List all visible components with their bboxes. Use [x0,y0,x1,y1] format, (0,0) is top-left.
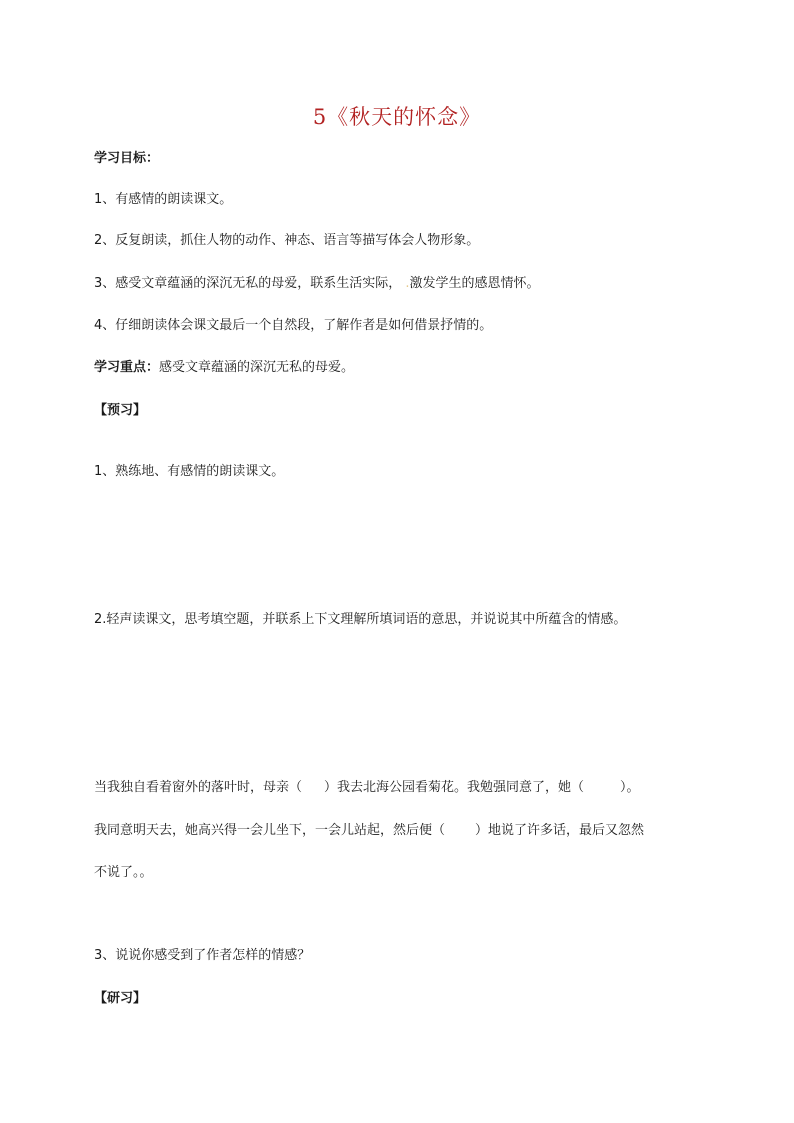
page-title: 5《秋天的怀念》 [312,105,482,129]
key-point-label: 学习重点： [94,360,160,375]
objective-item-3-part-1: 3、感受文章蕴涵的深沉无私的母爱，联系生活实际， [94,276,402,291]
study-heading: 【研习】 [94,991,147,1006]
key-point [94,360,354,376]
stray-mark: . [401,276,410,291]
fill-line-1-text-c: ）。 [620,780,640,795]
preview-question-2: 2.轻声读课文，思考填空题，并联系上下文理解所填词语的意思，并说说其中所蕴含的情感。 [94,612,627,627]
preview-heading: 【预习】 [94,403,147,418]
preview-question-3: 3、说说你感受到了作者怎样的情感？ [94,948,311,963]
fill-blank-line-1 [94,780,640,796]
fill-line-2-text-b: ）地说了许多话，最后又忽然 [475,823,645,838]
preview-question-1: 1、熟练地、有感情的朗读课文。 [94,464,285,479]
objective-item-3-part-2: 激发学生的感恩情怀。 [409,276,540,291]
fill-line-2-text-a: 我同意明天去，她高兴得一会儿坐下，一会儿站起，然后便（ [94,823,446,838]
objective-item-4: 4、仔细朗读体会课文最后一个自然段，了解作者是如何借景抒情的。 [94,318,493,333]
fill-blank-line-2 [94,823,644,839]
fill-line-1-text-a: 当我独自看着窗外的落叶时，母亲（ [94,780,303,795]
objectives-heading: 学习目标： [94,151,160,166]
objective-item-2: 2、反复朗读，抓住人物的动作、神态、语言等描写体会人物形象。 [94,233,480,248]
objective-item-3 [94,276,540,292]
fill-blank-line-3: 不说了。。 [94,865,153,880]
key-point-text: 感受文章蕴涵的深沉无私的母爱。 [159,360,355,375]
objective-item-1: 1、有感情的朗读课文。 [94,192,233,207]
fill-line-1-text-b: ）我去北海公园看菊花。我勉强同意了，她（ [324,780,585,795]
